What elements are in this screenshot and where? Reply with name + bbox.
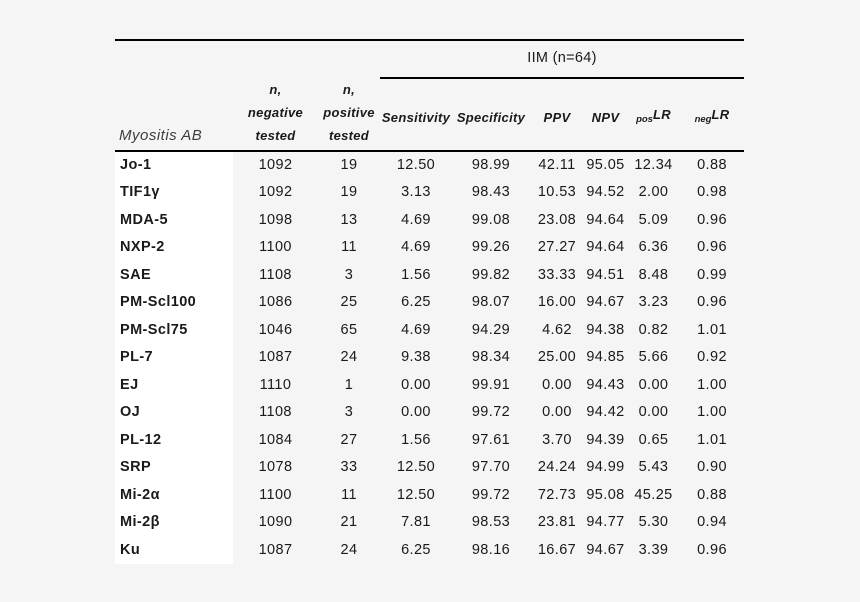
npv-cell: 94.51 (586, 266, 625, 283)
sensitivity-cell: 7.81 (401, 514, 431, 531)
npv-cell: 94.85 (586, 349, 625, 366)
neg-lr-cell: 0.92 (697, 349, 727, 366)
sensitivity-cell: 12.50 (396, 486, 436, 503)
table-row (115, 481, 744, 509)
sensitivity-cell: 0.00 (401, 404, 431, 421)
row-label-cell: PM-Scl100 (115, 289, 233, 317)
specificity-cell: 97.61 (471, 431, 511, 448)
group-header-spacer (115, 40, 380, 78)
ppv-cell: 0.00 (542, 404, 572, 421)
sensitivity-cell: 3.13 (401, 184, 431, 201)
npv-cell: 94.52 (586, 184, 625, 201)
specificity-cell: 98.34 (471, 349, 511, 366)
group-header-row (115, 40, 744, 78)
row-label-cell: Ku (115, 536, 233, 564)
n-negative-cell: 1108 (259, 266, 292, 283)
specificity-cell: 98.16 (471, 541, 511, 558)
npv-cell: 94.64 (586, 239, 625, 256)
pos-lr-cell: 5.43 (638, 459, 669, 476)
specificity-cell: 98.43 (471, 184, 511, 201)
neg-lr-cell: 0.99 (697, 266, 727, 283)
header-line: negative (247, 105, 304, 120)
neg-lr-cell: 0.88 (697, 486, 727, 503)
n-negative-cell: 1086 (258, 294, 293, 311)
n-positive-cell: 33 (340, 459, 358, 476)
row-label-cell: OJ (115, 399, 233, 427)
specificity-cell: 99.08 (471, 211, 511, 228)
specificity-cell: 98.53 (471, 514, 511, 531)
npv-cell: 94.42 (586, 404, 625, 421)
header-line: n, (342, 82, 356, 97)
pos-lr-cell: 5.09 (638, 211, 669, 228)
specificity-cell: 99.72 (471, 404, 511, 421)
header-line: tested (328, 128, 370, 143)
n-negative-cell: 1100 (259, 239, 292, 256)
npv-cell: 94.99 (586, 459, 625, 476)
n-positive-cell: 27 (340, 431, 358, 448)
header-label (627, 107, 680, 125)
neg-lr-cell: 0.90 (697, 459, 727, 476)
table-row (115, 426, 744, 454)
specificity-cell: 99.82 (471, 266, 511, 283)
row-label-cell: SRP (115, 454, 233, 482)
row-label-cell: PL-12 (115, 426, 233, 454)
table-row (115, 234, 744, 262)
ppv-cell: 27.27 (537, 239, 577, 256)
table-row (115, 509, 744, 537)
n-negative-cell: 1092 (258, 157, 293, 174)
col-header-n-negative (233, 78, 318, 151)
npv-cell: 94.67 (586, 294, 625, 311)
table-row (115, 399, 744, 427)
neg-lr-cell: 0.94 (697, 514, 727, 531)
ppv-cell: 24.24 (537, 459, 577, 476)
npv-cell: 94.77 (586, 514, 625, 531)
table-row (115, 536, 744, 564)
row-label-cell: Mi-2β (115, 509, 233, 537)
col-header-myositis-ab: Myositis AB (115, 78, 233, 151)
table-head (115, 40, 744, 151)
header-line: tested (255, 128, 296, 143)
neg-lr-cell: 0.96 (697, 541, 727, 558)
ppv-cell: 42.11 (538, 157, 576, 174)
ppv-cell: 25.00 (537, 349, 577, 366)
n-positive-cell: 11 (341, 486, 357, 503)
header-label: PPV (543, 110, 571, 125)
ppv-cell: 72.73 (537, 486, 577, 503)
n-positive-cell: 11 (341, 239, 357, 256)
sensitivity-cell: 1.56 (401, 431, 431, 448)
col-header-sensitivity (380, 78, 452, 151)
sensitivity-cell: 4.69 (401, 321, 431, 338)
neglr-subscript: neg (694, 114, 712, 125)
n-negative-cell: 1110 (259, 376, 292, 393)
specificity-cell: 94.29 (471, 321, 511, 338)
ppv-cell: 16.67 (537, 541, 577, 558)
row-label-cell: MDA-5 (115, 206, 233, 234)
n-negative-cell: 1098 (258, 211, 293, 228)
col-header-neglr (680, 78, 744, 151)
ppv-cell: 33.33 (537, 266, 577, 283)
specificity-cell: 99.72 (471, 486, 511, 503)
npv-cell: 94.67 (586, 541, 625, 558)
n-positive-cell: 65 (340, 321, 358, 338)
row-label-cell: Mi-2α (115, 481, 233, 509)
pos-lr-cell: 45.25 (634, 486, 673, 503)
n-positive-cell: 13 (340, 211, 358, 228)
n-negative-cell: 1092 (258, 184, 293, 201)
neg-lr-cell: 0.96 (697, 211, 727, 228)
row-label-cell: PL-7 (115, 344, 233, 372)
table-row (115, 151, 744, 179)
npv-cell: 95.05 (586, 157, 625, 174)
diagnostic-accuracy-table (115, 39, 744, 564)
n-negative-cell: 1087 (258, 541, 293, 558)
npv-cell: 94.43 (586, 376, 625, 393)
pos-lr-cell: 0.00 (638, 376, 669, 393)
ppv-cell: 10.53 (537, 184, 577, 201)
neg-lr-cell: 1.00 (697, 376, 727, 393)
table-row (115, 371, 744, 399)
sensitivity-cell: 1.56 (401, 266, 431, 283)
poslr-subscript: pos (636, 114, 653, 125)
group-header-iim: IIM (n=64) (380, 40, 744, 78)
n-positive-cell: 25 (340, 294, 358, 311)
table-row (115, 344, 744, 372)
pos-lr-cell: 6.36 (638, 239, 669, 256)
n-negative-cell: 1100 (259, 486, 292, 503)
sensitivity-cell: 6.25 (401, 294, 431, 311)
pos-lr-cell: 12.34 (634, 157, 673, 174)
row-label-cell: PM-Scl75 (115, 316, 233, 344)
sensitivity-cell: 4.69 (401, 239, 431, 256)
pos-lr-cell: 5.30 (638, 514, 669, 531)
pos-lr-cell: 2.00 (638, 184, 669, 201)
sensitivity-cell: 9.38 (401, 349, 431, 366)
neg-lr-cell: 0.98 (697, 184, 727, 201)
pos-lr-cell: 0.82 (638, 321, 669, 338)
pos-lr-cell: 0.65 (638, 431, 669, 448)
neg-lr-cell: 1.01 (697, 431, 727, 448)
row-label-cell: EJ (115, 371, 233, 399)
npv-cell: 95.08 (586, 486, 625, 503)
header-label: NPV (591, 110, 620, 125)
ppv-cell: 23.81 (537, 514, 577, 531)
row-label-cell: SAE (115, 261, 233, 289)
pos-lr-cell: 3.39 (638, 541, 669, 558)
ppv-cell: 16.00 (537, 294, 577, 311)
ppv-cell: 4.62 (542, 321, 572, 338)
n-positive-cell: 1 (344, 376, 354, 393)
n-positive-cell: 19 (340, 184, 358, 201)
table-row (115, 316, 744, 344)
n-negative-cell: 1046 (258, 321, 293, 338)
n-negative-cell: 1078 (258, 459, 293, 476)
row-label-cell: TIF1γ (115, 179, 233, 207)
npv-cell: 94.38 (586, 321, 625, 338)
sensitivity-cell: 0.00 (401, 376, 431, 393)
neg-lr-cell: 0.96 (697, 239, 727, 256)
pos-lr-cell: 8.48 (638, 266, 669, 283)
header-line: n, (269, 82, 282, 97)
specificity-cell: 97.70 (471, 459, 511, 476)
table-row (115, 454, 744, 482)
row-label-cell: Jo-1 (115, 151, 233, 179)
n-negative-cell: 1090 (258, 514, 293, 531)
header-label: Specificity (456, 110, 526, 125)
table-row (115, 289, 744, 317)
n-negative-cell: 1108 (259, 404, 292, 421)
col-header-poslr (627, 78, 680, 151)
table-row (115, 261, 744, 289)
sensitivity-cell: 12.50 (396, 459, 436, 476)
col-header-n-positive (318, 78, 380, 151)
col-header-specificity (452, 78, 530, 151)
header-line: positive (323, 105, 375, 120)
col-header-npv (584, 78, 627, 151)
ppv-cell: 0.00 (542, 376, 572, 393)
ppv-cell: 23.08 (537, 211, 577, 228)
n-positive-cell: 19 (340, 157, 358, 174)
specificity-cell: 98.07 (471, 294, 511, 311)
n-negative-cell: 1084 (258, 431, 293, 448)
ppv-cell: 3.70 (542, 431, 572, 448)
neg-lr-cell: 0.88 (697, 157, 727, 174)
n-positive-cell: 3 (344, 404, 354, 421)
specificity-cell: 99.91 (471, 376, 511, 393)
pos-lr-cell: 3.23 (638, 294, 669, 311)
poslr-main: LR (652, 107, 671, 122)
neg-lr-cell: 1.00 (697, 404, 727, 421)
table-row (115, 179, 744, 207)
npv-cell: 94.64 (586, 211, 625, 228)
header-label: Sensitivity (381, 110, 451, 125)
n-positive-cell: 3 (344, 266, 354, 283)
pos-lr-cell: 0.00 (638, 404, 669, 421)
neg-lr-cell: 0.96 (697, 294, 727, 311)
header-label (680, 107, 744, 125)
specificity-cell: 98.99 (471, 157, 511, 174)
column-header-row (115, 78, 744, 151)
neglr-main: LR (711, 107, 730, 122)
table-body (115, 151, 744, 564)
sensitivity-cell: 6.25 (401, 541, 431, 558)
n-negative-cell: 1087 (258, 349, 293, 366)
specificity-cell: 99.26 (471, 239, 511, 256)
table-row (115, 206, 744, 234)
col-header-ppv (530, 78, 584, 151)
sensitivity-cell: 12.50 (396, 157, 436, 174)
sensitivity-cell: 4.69 (401, 211, 431, 228)
pos-lr-cell: 5.66 (638, 349, 669, 366)
n-positive-cell: 24 (340, 541, 358, 558)
row-label-cell: NXP-2 (115, 234, 233, 262)
n-positive-cell: 24 (340, 349, 358, 366)
npv-cell: 94.39 (586, 431, 625, 448)
neg-lr-cell: 1.01 (697, 321, 727, 338)
n-positive-cell: 21 (340, 514, 358, 531)
